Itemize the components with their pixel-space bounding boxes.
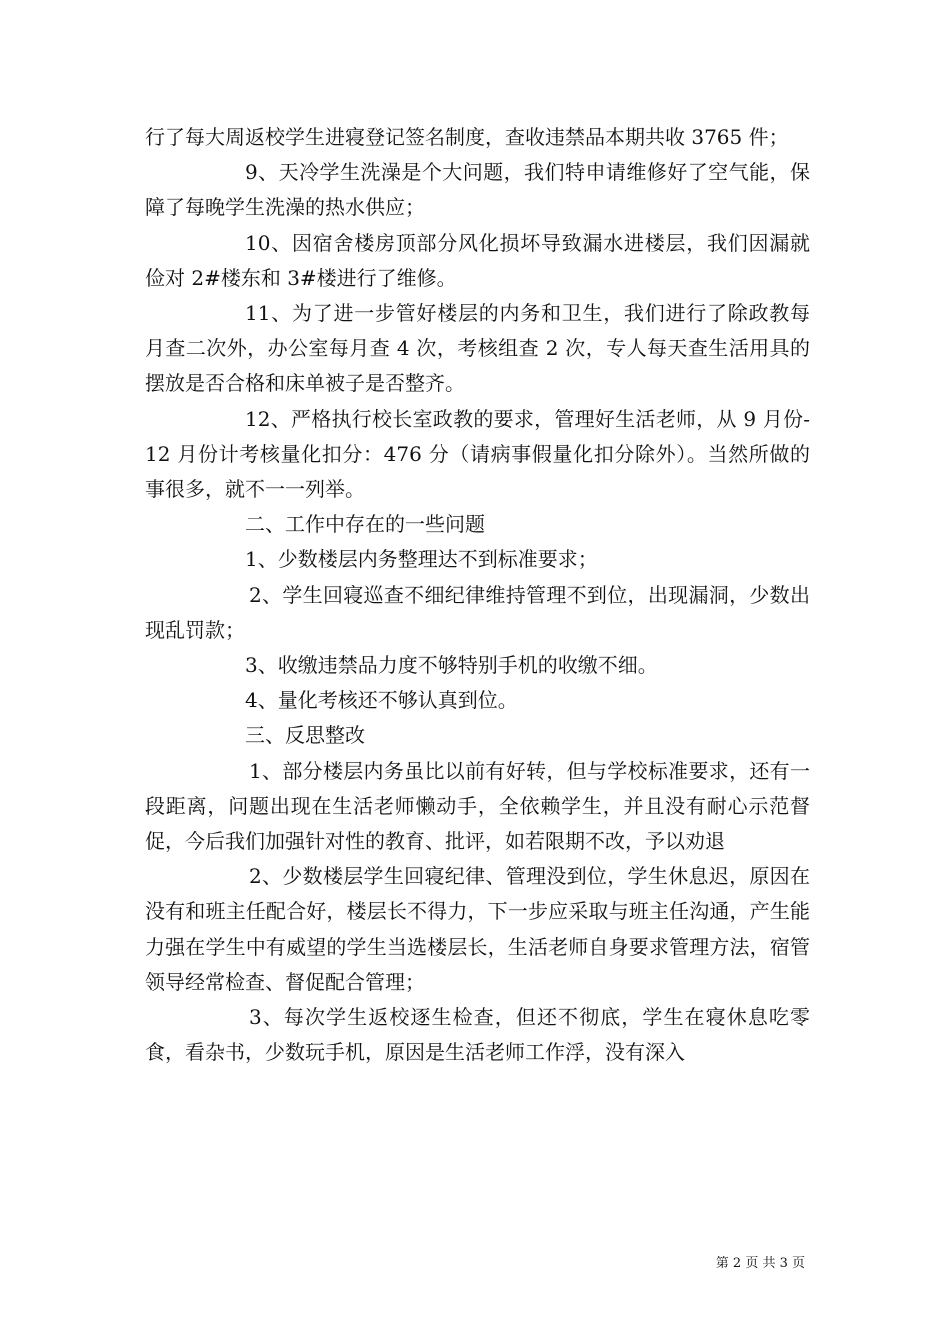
problem-item-1: 1、少数楼层内务整理达不到标准要求；	[245, 547, 598, 572]
paragraph-item-9: 9、天冷学生洗澡是个大问题，我们特申请维修好了空气能，保障了每晚学生洗澡的热水供应；	[145, 160, 810, 220]
section-heading-problems: 二、工作中存在的一些问题	[245, 512, 485, 537]
page-footer: 第 2 页 共 3 页	[715, 1256, 805, 1271]
reflection-item-3: 3、每次学生返校逐生检查，但还不彻底，学生在寝休息吃零食，看杂书，少数玩手机，原因是生活老师工作浮，没有深入	[145, 1005, 810, 1065]
problem-item-2: 2、学生回寝巡查不细纪律维持管理不到位，出现漏洞，少数出现乱罚款；	[145, 582, 810, 642]
paragraph-item-11: 11、为了进一步管好楼层的内务和卫生，我们进行了除政教每月查二次外，办公室每月查 4 次，考核组查 2 次，专人每天查生活用具的摆放是否合格和床单被子是否整齐。	[145, 301, 810, 396]
section-heading-reflection: 三、反思整改	[245, 723, 365, 748]
problem-item-3: 3、收缴违禁品力度不够特别手机的收缴不细。	[245, 653, 658, 678]
paragraph-item-10: 10、因宿舍楼房顶部分风化损坏导致漏水进楼层，我们因漏就俭对 2#楼东和 3#楼进行了维修。	[145, 230, 810, 290]
paragraph-continuation: 行了每大周返校学生进寝登记签名制度，查收违禁品本期共收 3765 件；	[145, 125, 789, 149]
problem-item-4: 4、量化考核还不够认真到位。	[245, 688, 518, 713]
document-body	[145, 120, 810, 1070]
reflection-item-1: 1、部分楼层内务虽比以前有好转，但与学校标准要求，还有一段距离，问题出现在生活老师懒动手，全依赖学生，并且没有耐心示范督促，今后我们加强针对性的教育、批评，如若限期不改，予以劝退	[145, 758, 810, 854]
paragraph-item-12: 12、严格执行校长室政教的要求，管理好生活老师，从 9 月份-12 月份计考核量化扣分：476 分（请病事假量化扣分除外）。当然所做的事很多，就不一一列举。	[145, 406, 810, 502]
reflection-item-2: 2、少数楼层学生回寝纪律、管理没到位，学生休息迟，原因在没有和班主任配合好，楼层长不得力，下一步应采取与班主任沟通，产生能力强在学生中有威望的学生当选楼层长，生活老师自身要求管理方法，宿管领导经常检查、督促配合管理；	[145, 864, 810, 994]
